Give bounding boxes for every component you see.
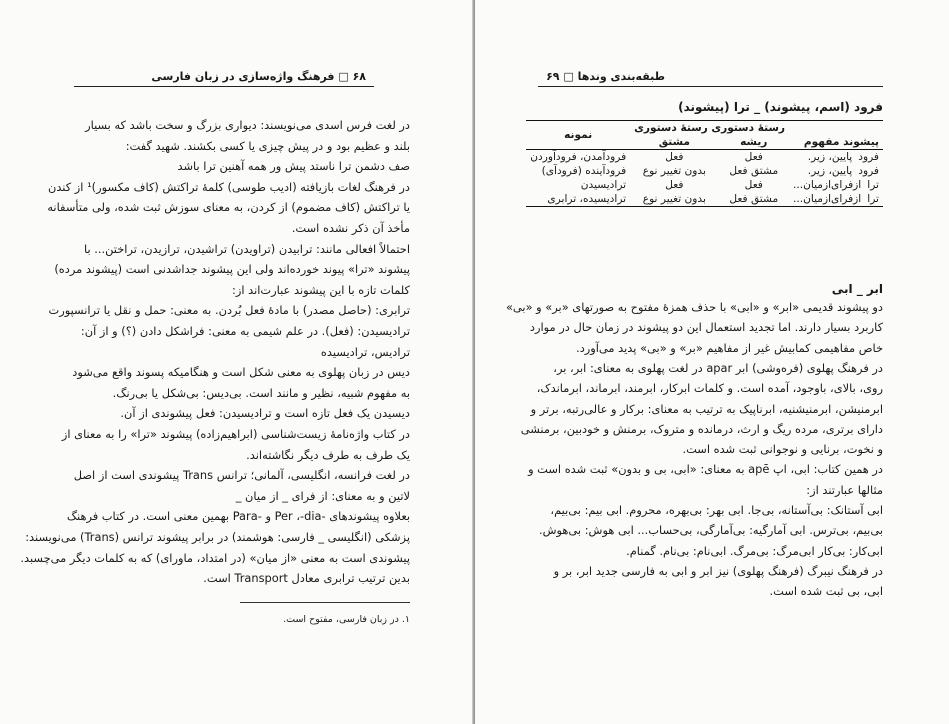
table-cell-prefix-meaning [789, 164, 883, 178]
table-cell-meaning: پایین، زیر. [807, 165, 853, 177]
right-text-line: دو پیشوند قدیمی «ابر» و «ابی» با حذف همزهٔ مفتوح به صورتهای «بر» و «بی» [505, 300, 883, 314]
left-body-text [20, 118, 410, 598]
table-header-prefix: پیشوند مفهوم [803, 136, 879, 148]
left-text-line: یک طرف به طرف دیگر نگاشته‌اند. [246, 447, 410, 462]
table-header-example: نمونه [564, 129, 593, 141]
section-title-forud-tra: فرود (اسم، پیشوند) _ ترا (پیشوند) [678, 100, 883, 114]
table-row [526, 150, 883, 165]
table-cell-example: ترادیسیدن [580, 179, 627, 191]
table-cell-prefix-meaning [789, 150, 883, 165]
table-cell-prefix-meaning [789, 178, 883, 192]
section-title-abar-abi: ابر _ ابی [831, 282, 883, 296]
right-running-head: طبقه‌بندی وندها □ ۶۹ [546, 70, 665, 83]
table-cell-meaning: پایین، زیر. [807, 151, 853, 163]
left-text-line: پزشکی (انگلیسی _ فارسی: هوشمند) در برابر پیشوند ترانس (Trans) می‌نویسند: [25, 530, 410, 544]
table-body [526, 150, 883, 207]
table-cell-root: مشتق فعل [729, 165, 779, 177]
left-text-line: دیسیدن یک فعل تازه است و ترادیسیدن: فعل پیشوندی از آن. [120, 406, 410, 421]
left-text-line: در کتاب واژه‌نامهٔ زیست‌شناسی (ابراهیم‌زاده) پیشوند «ترا» را به معنای از [61, 427, 410, 441]
left-text-line: پیشوند «ترا» پیوند خورده‌اند ولی این پیشوند جداشدنی است (پیشوند مرده) [54, 262, 410, 277]
right-text-line: مثالها عبارتند از: [806, 482, 883, 497]
table-cell-prefix: ترا [867, 193, 879, 205]
table-header-derived: مشتق [658, 136, 690, 148]
table-cell-root: مشتق فعل [729, 193, 779, 205]
table-row [526, 192, 883, 207]
left-text-line: به مفهوم شبیه، نظیر و مانند است. بی‌دیس: بی‌شکل یا بی‌رنگ. [112, 385, 410, 400]
footnote-rule [240, 602, 410, 603]
right-text-line: خاص مفاهیمی کمابیش غیر از مفاهیم «بر» و «بی» پدید می‌آورد. [576, 340, 883, 355]
table-row [526, 178, 883, 192]
left-text-line: احتمالاً افعالی مانند: ترابیدن (تراویدن) تراشیدن، ترازیدن، تراختن... با [84, 241, 410, 256]
right-text-line: ابی‌کار: بی‌کار ابی‌مرگ: بی‌مرگ. ابی‌نام: بی‌نام. گمنام. [626, 543, 883, 558]
right-text-line: ابی، بی ثبت شده است. [769, 584, 883, 599]
left-text-line: مأخذ آن ذکر نشده است. [291, 221, 410, 235]
right-text-line: بی‌بیم، بی‌ترس. ابی آمارگیه: بی‌آمارگی، بی‌حساب... ابی هوش: بی‌هوش. [539, 523, 883, 538]
table-cell-meaning: ازفرای‌ازمیان... [793, 179, 862, 191]
left-running-head-rule [74, 86, 374, 87]
right-text-line: در همین کتاب: ابی، اپ apē به معنای: «ابی، بی و بدون» ثبت شده است و [528, 462, 883, 477]
left-text-line: بعلاوه پیشوندهای -Per ،-dia و -Para بهمین معنی است. در کتاب فرهنگ [66, 509, 410, 524]
left-text-line: لاتین و به معنای: از فرای _ از میان _ [235, 488, 410, 503]
table-cell-root: فعل [744, 151, 763, 163]
left-text-line: پیشوندی است به معنی «از میان» (در امتداد، ماورای) که به کلمات دیگر می‌چسبد. [20, 550, 410, 565]
right-text-line: در فرهنگ پهلوی (فره‌وشی) ابر apar در لغت پهلوی به معنای: ابر، بر، [553, 360, 883, 375]
table-header-root: ریشه [740, 136, 768, 148]
left-text-line: بلند و عظیم بود و در پیش چیزی یا کسی بکشند. شهید گفت: [125, 138, 410, 153]
left-running-head: ۶۸ □ فرهنگ واژه‌سازی در زبان فارسی [151, 70, 366, 83]
right-text-line: ابرمنیشن، ابرمنیشنیه، ابرناپیک به ترتیب به معنای: برکار و عالی‌رتبه، برتر و [530, 401, 883, 416]
table-cell-example: فرودآینده (فرودآی) [541, 165, 627, 177]
left-page [0, 0, 474, 724]
left-text-line: در لغت فرانسه، انگلیسی، آلمانی؛ ترانس Trans پیشوندی است از اصل [73, 468, 410, 483]
left-text-line: بدین ترتیب ترابری معادل Transport است. [203, 571, 410, 586]
right-text-line: روی، بالای، باوجود، آمده است. و کلمات ابرکار، ابرمند، ابرماند، ابرماندک، [536, 381, 883, 396]
table-cell-example: ترادیسیده، ترابری [547, 193, 627, 205]
table-cell-example: فرودآمدن، فرودآوردن [530, 151, 627, 163]
table-cell-root: فعل [744, 179, 763, 191]
table-cell-derived: بدون تغییر نوع [642, 165, 706, 177]
left-text-line: ترادیس، ترادیسیده [320, 344, 410, 359]
grammar-table [526, 120, 883, 207]
left-text-line: صف دشمن ترا ناستد پیش ور همه آهنین ترا باشد [177, 159, 410, 174]
table-cell-meaning: ازفرای‌ازمیان... [793, 193, 862, 205]
table-cell-prefix: فرود [858, 151, 879, 163]
table-cell-derived: بدون تغییر نوع [642, 193, 706, 205]
footnote: ۱. در زبان فارسی، مفتوح است. [283, 614, 410, 625]
table-cell-prefix: فرود [858, 165, 879, 177]
left-text-line: در لغت فرس اسدی می‌نویسند: دیواری بزرگ و سخت باشد که بسیار [85, 118, 410, 132]
table-cell-prefix-meaning [789, 192, 883, 207]
right-text-line: دارای برتری، مرده ریگ و ارث، درمانده و متروک، برمنش و خودبین، برمنشی [520, 421, 883, 436]
right-text-line: در فرهنگ نیبرگ (فرهنگ پهلوی) نیز ابر و ابی به فارسی جدید ابر، بر و [553, 563, 883, 578]
table-cell-derived: فعل [665, 179, 684, 191]
table-cell-prefix: ترا [867, 179, 879, 191]
table-row [526, 164, 883, 178]
table-cell-derived: فعل [665, 151, 684, 163]
right-text-line: کاربرد بسیار دارند. اما تجدید استعمال این دو پیشوند در زمان حال در موارد [529, 320, 883, 335]
left-text-line: یا تراکتش (کاف مضموم) از کردن، به معنای سوزش ثبت شده، ولی متأسفانه [47, 200, 410, 215]
left-text-line: ترابری: (حاصل مصدر) با مادهٔ فعل بُردن. به معنی: حمل و نقل یا ترانسپورت [48, 303, 410, 318]
left-text-line: دیس در زبان پهلوی به معنی شکل است و هنگامیکه پسوند واقع می‌شود [72, 365, 410, 380]
right-text-line: ابی آستانک: بی‌آستانه، بی‌جا. ابی بهر: بی‌بهره، محروم. ابی بیم: بی‌بیم، [550, 503, 883, 517]
left-text-line: در فرهنگ لغات بازیافته (ادیب طوسی) کلمهٔ تراکتش (کاف مکسور)¹ از کندن [47, 179, 410, 194]
table-header-group: رستهٔ دستوری رستهٔ دستوری [634, 122, 785, 134]
right-text-line: و نخوت، برنایی و نوجوانی ثبت شده است. [682, 442, 883, 457]
right-page [475, 0, 949, 724]
right-body-text [505, 300, 883, 620]
left-text-line: کلمات تازه با این پیشوند عبارت‌اند از: [231, 282, 410, 297]
right-running-head-rule [538, 86, 883, 87]
left-text-line: ترادیسیدن: (فعل). در علم شیمی به معنی: فراشکل دادن (؟) و از آن: [80, 324, 410, 338]
